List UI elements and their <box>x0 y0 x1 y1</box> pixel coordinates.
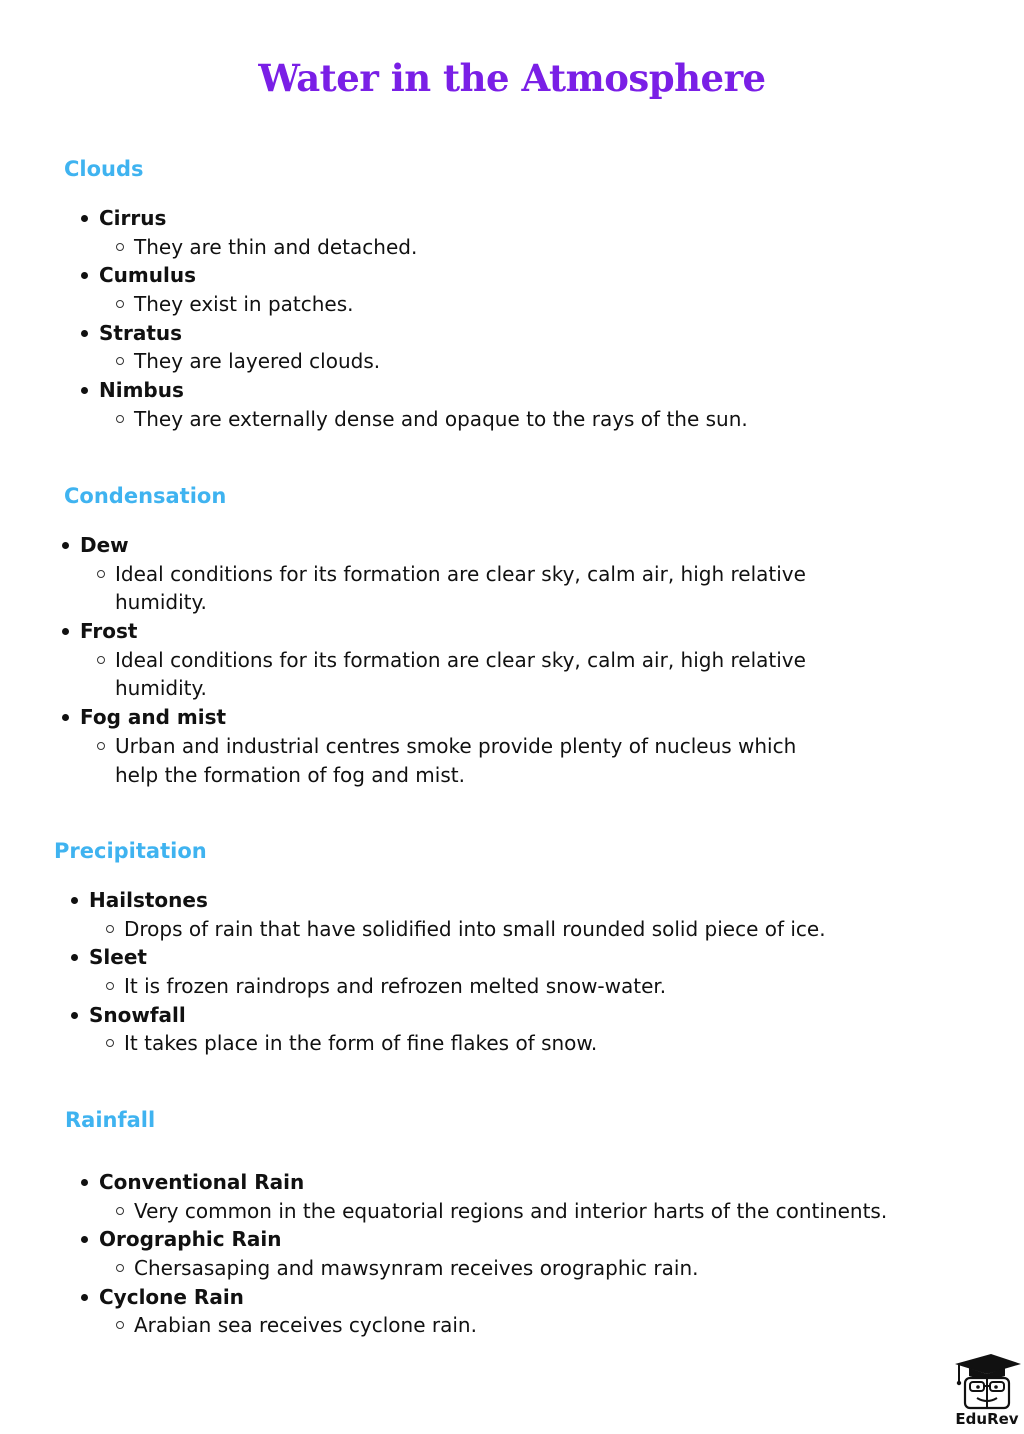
list-item-term: Orographic Rain <box>99 1225 887 1254</box>
list-item-description: Drops of rain that have solidified into small rounded solid piece of ice. <box>124 915 826 944</box>
list-item-term: Nimbus <box>99 376 748 405</box>
list-item <box>80 617 806 703</box>
list-item-term: Fog and mist <box>80 703 806 732</box>
clouds-list <box>99 204 748 434</box>
list-item <box>89 886 826 943</box>
list-item <box>89 943 826 1000</box>
list-item-description <box>115 560 806 617</box>
list-item <box>80 703 806 789</box>
list-item-term: Dew <box>80 531 806 560</box>
list-item <box>99 1283 887 1340</box>
precipitation-list <box>89 886 826 1058</box>
list-item-description: It takes place in the form of fine flakes of snow. <box>124 1029 826 1058</box>
list-item-description: They exist in patches. <box>134 290 748 319</box>
list-item-description: Very common in the equatorial regions and interior harts of the continents. <box>134 1197 887 1226</box>
description-line: Ideal conditions for its formation are clear sky, calm air, high relative <box>115 647 806 672</box>
list-item <box>99 1168 887 1225</box>
description-line: Ideal conditions for its formation are clear sky, calm air, high relative <box>115 561 806 586</box>
description-line: humidity. <box>115 676 207 701</box>
list-item-description: They are thin and detached. <box>134 233 748 262</box>
list-item <box>99 261 748 318</box>
list-item <box>99 319 748 376</box>
list-item-description: Arabian sea receives cyclone rain. <box>134 1311 887 1340</box>
list-item <box>80 531 806 617</box>
list-item-term: Cumulus <box>99 261 748 290</box>
list-item-description: Chersasaping and mawsynram receives orographic rain. <box>134 1254 887 1283</box>
list-item-description: It is frozen raindrops and refrozen melted snow-water. <box>124 972 826 1001</box>
list-item-term: Snowfall <box>89 1001 826 1030</box>
list-item-description: They are externally dense and opaque to the rays of the sun. <box>134 405 748 434</box>
edurev-logo <box>951 1352 1023 1432</box>
list-item <box>99 1225 887 1282</box>
list-item-term: Sleet <box>89 943 826 972</box>
description-line: Urban and industrial centres smoke provide plenty of nucleus which <box>115 733 797 758</box>
list-item-term: Frost <box>80 617 806 646</box>
description-line: help the formation of fog and mist. <box>115 762 465 787</box>
list-item-description <box>115 732 806 789</box>
list-item <box>99 204 748 261</box>
logo-text: EduRev <box>955 1410 1019 1428</box>
section-heading-condensation: Condensation <box>64 484 227 508</box>
list-item-term: Stratus <box>99 319 748 348</box>
list-item-description <box>115 646 806 703</box>
section-heading-clouds: Clouds <box>64 157 144 181</box>
condensation-list <box>80 531 806 789</box>
list-item <box>99 376 748 433</box>
list-item <box>89 1001 826 1058</box>
page-title: Water in the Atmosphere <box>258 56 766 100</box>
list-item-term: Hailstones <box>89 886 826 915</box>
section-heading-rainfall: Rainfall <box>65 1108 156 1132</box>
description-line: humidity. <box>115 590 207 615</box>
graduation-cap-mascot-icon <box>951 1352 1023 1410</box>
list-item-term: Conventional Rain <box>99 1168 887 1197</box>
list-item-term: Cirrus <box>99 204 748 233</box>
list-item-description: They are layered clouds. <box>134 347 748 376</box>
list-item-term: Cyclone Rain <box>99 1283 887 1312</box>
rainfall-list <box>99 1168 887 1340</box>
section-heading-precipitation: Precipitation <box>54 839 207 863</box>
